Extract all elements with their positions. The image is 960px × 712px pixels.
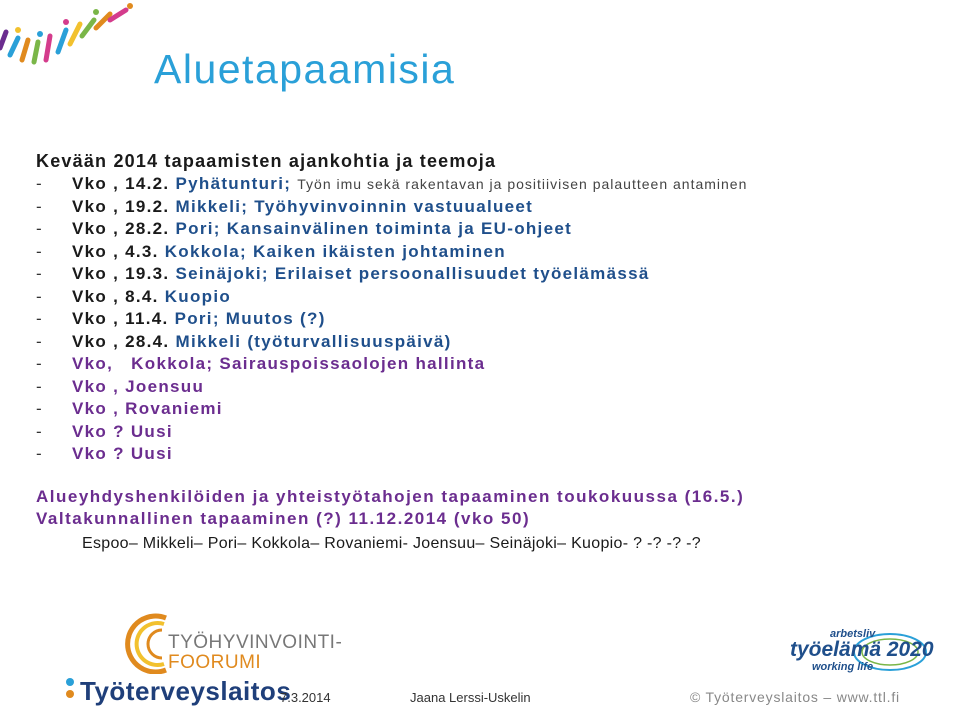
meeting-week: Vko , 14.2. (72, 174, 170, 193)
national-meeting-line: Valtakunnallinen tapaaminen (?) 11.12.2014 (vko 50) (36, 509, 531, 528)
meeting-topic: Mikkeli (työturvallisuuspäivä) (175, 331, 452, 351)
meeting-item (36, 376, 936, 399)
city-route: Espoo– Mikkeli– Pori– Kokkola– Rovaniemi- Joensuu– Seinäjoki– Kuopio- ? -? -? -? (82, 534, 701, 552)
meeting-week: Vko , 11.4. (72, 309, 169, 328)
list-dash: - (36, 241, 43, 261)
footer-copyright: © Työterveyslaitos – www.ttl.fi (690, 689, 900, 705)
meeting-topic: Kuopio (164, 286, 232, 306)
list-dash: - (36, 264, 43, 283)
meeting-week: Vko, (72, 354, 114, 373)
meeting-topic: Kokkola; Kaiken ikäisten johtaminen (164, 241, 506, 261)
list-dash: - (36, 286, 43, 306)
tyoelama-sub-text: working life (812, 661, 874, 673)
list-dash: - (36, 376, 43, 396)
meetings-summary (36, 486, 936, 557)
list-dash: - (36, 444, 43, 463)
meeting-item (36, 308, 936, 331)
meeting-week: Vko ? (72, 421, 125, 441)
meeting-item (36, 196, 936, 219)
footer-date: 7.3.2014 (280, 690, 331, 705)
meeting-week: Vko , 28.4. (72, 331, 170, 351)
forum-logo-line2: FOORUMI (168, 652, 262, 673)
meeting-item (36, 286, 936, 309)
meeting-list (36, 173, 936, 466)
footer-author: Jaana Lerssi-Uskelin (410, 690, 531, 705)
meeting-item (36, 331, 936, 354)
list-dash: - (36, 354, 43, 373)
meeting-item (36, 241, 936, 264)
meeting-item (36, 443, 936, 466)
slide-title: Aluetapaamisia (154, 46, 456, 92)
forum-logo-line1: TYÖHYVINVOINTI- (168, 632, 343, 653)
meeting-item (36, 398, 936, 421)
list-dash: - (36, 421, 43, 441)
list-dash: - (36, 331, 43, 351)
meeting-topic: Seinäjoki; Erilaiset persoonallisuudet työelämässä (175, 264, 650, 283)
meeting-topic: Mikkeli; Työhyvinvoinnin vastuualueet (175, 196, 534, 216)
meeting-week: Vko , 8.4. (72, 286, 159, 306)
meeting-topic: Uusi (124, 421, 173, 441)
meeting-week: Vko , 28.2. (72, 219, 170, 238)
meeting-topic: Uusi (124, 444, 173, 463)
tyoelama-small-text: arbetsliv (830, 628, 876, 640)
ttl-logo-text: Työterveyslaitos (80, 676, 292, 706)
meeting-item (36, 173, 936, 196)
meeting-item (36, 218, 936, 241)
meeting-topic: Pori; Kansainvälinen toiminta ja EU-ohjeet (175, 219, 573, 238)
list-dash: - (36, 219, 43, 238)
meeting-week: Vko , (72, 376, 120, 396)
regional-meeting-line: Alueyhdyshenkilöiden ja yhteistyötahojen tapaaminen toukokuussa (16.5.) (36, 486, 745, 506)
list-dash: - (36, 174, 43, 193)
meeting-week: Vko ? (72, 444, 125, 463)
meeting-item (36, 421, 936, 444)
meeting-topic: Rovaniemi (125, 399, 223, 418)
meeting-item (36, 353, 936, 376)
meeting-topic: Kokkola; Sairauspoissaolojen hallinta (119, 354, 486, 373)
list-dash: - (36, 196, 43, 216)
ttl-logo-icon (60, 672, 80, 708)
list-dash: - (36, 399, 43, 418)
meeting-description: Työn imu sekä rakentavan ja positiivisen palautteen antaminen (297, 176, 748, 192)
meeting-week: Vko , 19.2. (72, 196, 170, 216)
tyoelama-big-text: työelämä 2020 (790, 638, 934, 661)
meeting-topic: Pyhätunturi; (175, 174, 292, 193)
meeting-item (36, 263, 936, 286)
ttl-corner-decoration-icon (0, 0, 150, 80)
meeting-week: Vko , (72, 399, 120, 418)
slide-content (36, 150, 936, 557)
list-dash: - (36, 309, 43, 328)
meeting-topic: Joensuu (125, 376, 205, 396)
meeting-week: Vko , 19.3. (72, 264, 170, 283)
meeting-week: Vko , 4.3. (72, 241, 159, 261)
meeting-topic: Pori; Muutos (?) (174, 309, 326, 328)
agenda-heading: Kevään 2014 tapaamisten ajankohtia ja teemoja (36, 151, 497, 171)
